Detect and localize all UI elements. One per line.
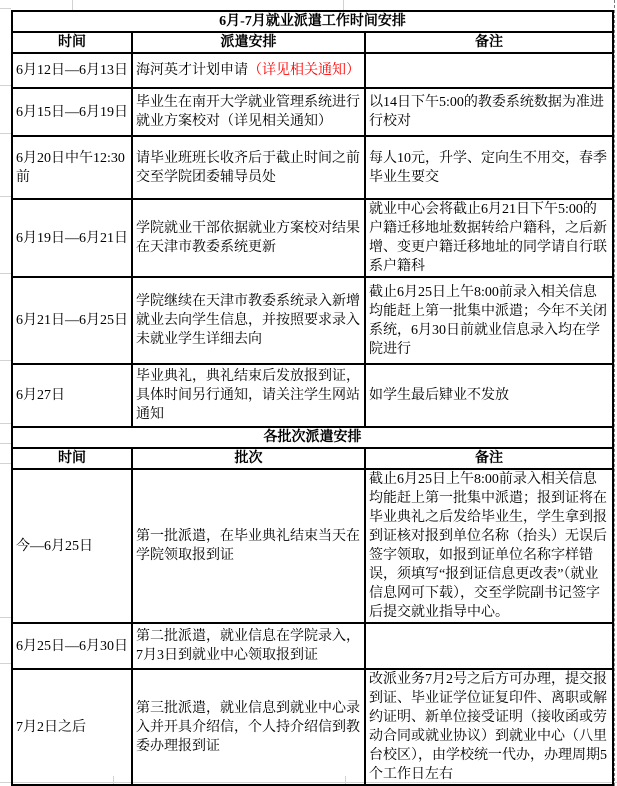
table-row — [12, 364, 613, 427]
dispatch-schedule-table — [11, 10, 614, 786]
table-row — [12, 88, 613, 136]
dispatch-cell: 请毕业班班长收齐后于截止时间之前交至学院团委辅导员处 — [132, 136, 365, 199]
gridline — [0, 85, 11, 86]
dispatch-text-red: （详见相关通知） — [248, 63, 360, 78]
time-cell: 6月15日—6月19日 — [12, 88, 132, 136]
section1-title: 6月-7月就业派遣工作时间安排 — [12, 11, 613, 32]
time-cell: 6月12日—6月13日 — [12, 53, 132, 88]
dispatch-cell: 学院就业干部依据就业方案校对结果在天津市教委系统更新 — [132, 199, 365, 277]
section2-title: 各批次派遣安排 — [12, 427, 613, 448]
table-row — [12, 669, 613, 785]
table-row — [12, 623, 613, 669]
column-header-batch: 批次 — [132, 448, 365, 469]
gridline — [0, 443, 11, 444]
batch-cell: 第一批派遣，在毕业典礼结束当天在学院领取报到证 — [132, 469, 365, 623]
column-header-time: 时间 — [12, 32, 132, 53]
gridline — [0, 663, 11, 664]
column-header-dispatch: 派遣安排 — [132, 32, 365, 53]
note-cell: 每人10元，升学、定向生不用交，春季毕业生要交 — [365, 136, 613, 199]
dispatch-cell: 毕业生在南开大学就业管理系统进行就业方案校对（详见相关通知） — [132, 88, 365, 136]
time-cell: 今—6月25日 — [12, 469, 132, 623]
table-row — [12, 277, 613, 364]
dispatch-text: 海河英才计划申请 — [136, 63, 248, 78]
gridline — [0, 133, 11, 134]
note-cell: 截止6月25日上午8:00前录入相关信息均能赶上第一批集中派遣；报到证将在毕业典礼之后发给毕业生，学生拿到报到证核对报到单位名称（抬头）无误后签字领取，如报到证单位名称字样错误，须填写“报到证信息更改表”（就业信息网可下载），交至学院副书记签字后提交就业指导中心。 — [365, 469, 613, 623]
table-row — [12, 469, 613, 623]
section1-header-row — [12, 32, 613, 53]
gridline — [0, 423, 11, 424]
time-cell: 6月21日—6月25日 — [12, 277, 132, 364]
dispatch-cell: 毕业典礼，典礼结束后发放报到证，具体时间另行通知，请关注学生网站通知 — [132, 364, 365, 427]
dispatch-cell — [132, 53, 365, 88]
section1-title-row — [12, 11, 613, 32]
column-header-note: 备注 — [365, 32, 613, 53]
gridline — [0, 196, 11, 197]
gridline — [343, 0, 344, 10]
note-cell: 改派业务7月2号之后方可办理，提交报到证、毕业证学位证复印件、离职或解约证明、新单位接受证明（接收函或劳动合同或就业协议）到就业中心（八里台校区），由学校统一代办，办理周期5个工作日左右 — [365, 669, 613, 785]
time-cell: 6月20日中午12:30前 — [12, 136, 132, 199]
note-cell — [365, 53, 613, 88]
time-cell: 6月19日—6月21日 — [12, 199, 132, 277]
table-row — [12, 199, 613, 277]
gridline — [0, 273, 11, 274]
gridline — [0, 360, 11, 361]
gridline — [0, 617, 11, 618]
time-cell: 6月25日—6月30日 — [12, 623, 132, 669]
note-cell — [365, 623, 613, 669]
section2-header-row — [12, 448, 613, 469]
batch-cell: 第二批派遣，就业信息在学院录入，7月3日到就业中心领取报到证 — [132, 623, 365, 669]
column-header-note: 备注 — [365, 448, 613, 469]
print-area-dashed-line — [614, 0, 615, 786]
gridline — [0, 8, 11, 9]
gridline — [72, 0, 73, 10]
time-cell: 7月2日之后 — [12, 669, 132, 785]
note-cell: 如学生最后肄业不发放 — [365, 364, 613, 427]
note-cell: 以14日下午5:00的教委系统数据为准进行校对 — [365, 88, 613, 136]
note-cell: 截止6月25日上午8:00前录入相关信息均能赶上第一批集中派遣；今年不关闭系统，6月30日前就业信息录入均在学院进行 — [365, 277, 613, 364]
dispatch-cell: 学院继续在天津市教委系统录入新增就业去向学生信息，并按照要求录入未就业学生详细去向 — [132, 277, 365, 364]
note-cell: 就业中心会将截止6月21日下午5:00的户籍迁移地址数据转给户籍科，之后新增、变更户籍迁移地址的同学请自行联系户籍科 — [365, 199, 613, 277]
batch-cell: 第三批派遣，就业信息到就业中心录入并开具介绍信，个人持介绍信到教委办理报到证 — [132, 669, 365, 785]
section2-title-row — [12, 427, 613, 448]
time-cell: 6月27日 — [12, 364, 132, 427]
table-row — [12, 53, 613, 88]
column-header-time: 时间 — [12, 448, 132, 469]
gridline — [0, 463, 11, 464]
table-row — [12, 136, 613, 199]
